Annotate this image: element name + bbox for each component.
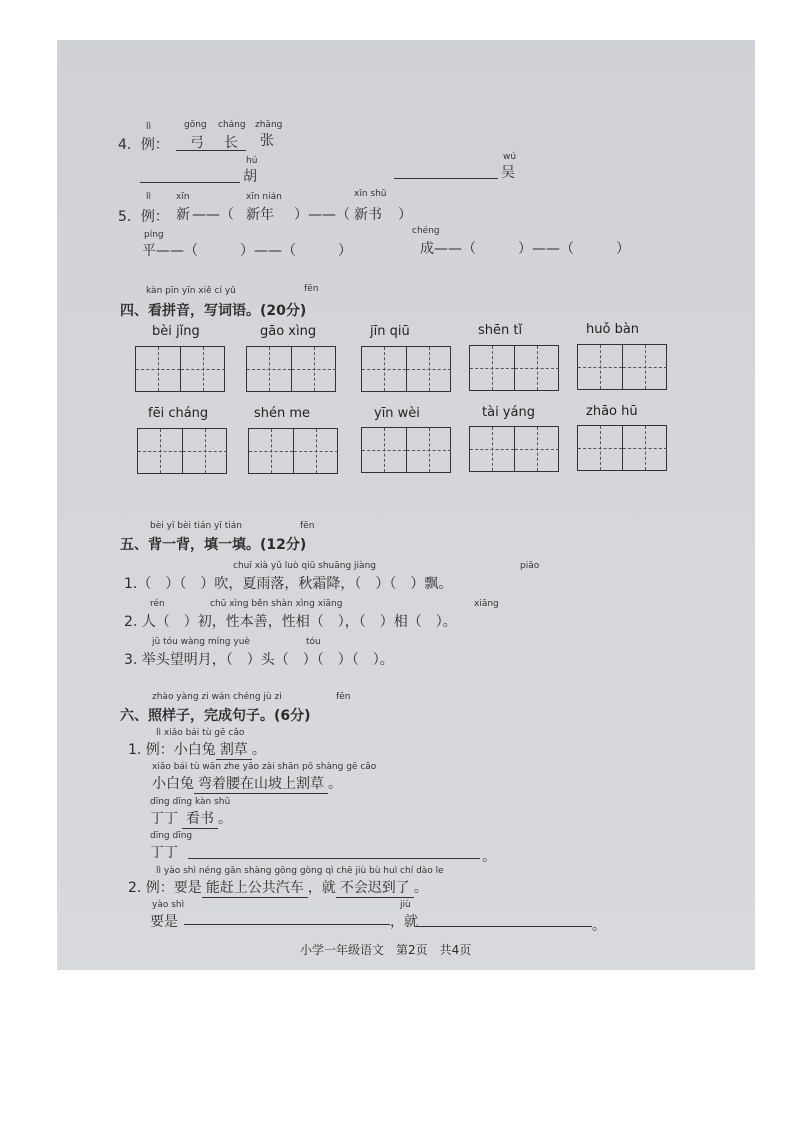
pinyin-word-1: bèi jǐng [152,324,200,339]
q4-blank-hu[interactable] [140,182,240,183]
writing-grid[interactable] [577,344,667,390]
pinyin-wu: wú [503,152,517,162]
sec6-e4-end: 。 [482,849,496,865]
q4-number: 4．例： [118,137,169,153]
q4-hu: 胡 [243,169,257,185]
sec6-e4-pinyin: dīng dīng [150,831,193,841]
sec6-e5-mid: ，就 [307,880,336,896]
writing-grid[interactable] [577,425,667,471]
writing-grid[interactable] [137,428,227,474]
sec5-line3-pinyin: jǔ tóu wàng míng yuè [152,637,250,647]
writing-grid[interactable] [135,346,225,392]
q5-dash2: ）——（ [294,207,350,223]
sec6-e2-fill: 弯着腰在山坡上割草 [194,773,328,794]
sec6-e2-prefix: 小白兔 [152,776,194,792]
page-footer: 小学一年级语文 第2页 共4页 [300,943,472,957]
pinyin-xinshu: xīn shū [354,189,387,199]
sec4-pinyin-fen: fēn [304,284,319,294]
writing-grid[interactable] [248,428,338,474]
sec5-line1-pinyin: chuī xià yǔ luò qiū shuāng jiàng [233,561,376,571]
pinyin-word-3: jīn qiū [370,324,410,339]
pinyin-zhang: zhāng [255,120,283,130]
writing-grid[interactable] [361,427,451,473]
sec6-e3-fill: 看书 [182,808,218,829]
sec6-e6-pinyin-jiu: jiù [400,900,411,910]
sec4-title: 四、看拼音，写词语。(20分) [120,303,307,319]
pinyin-li-5: lì [146,192,152,202]
sec6-e5-pinyin: lì yào shì néng gǎn shàng gōng gòng qì chē jiù bù huì chí dào le [156,866,444,876]
sec5-line2-pinyin-ren: rén [150,599,165,609]
writing-grid[interactable] [469,426,559,472]
q5-xinshu: 新书 [354,207,382,223]
q5-dash1: ——（ [192,207,234,223]
sec6-e6-blank2[interactable] [416,926,592,927]
sec6-pinyin-fen: fēn [336,692,351,702]
writing-grid[interactable] [361,346,451,392]
sec5-pinyin: bèi yī bèi tián yī tián [150,521,242,531]
pinyin-gong: gōng [184,120,207,130]
q5-cheng-row[interactable]: 成——（ ）——（ ） [420,241,630,257]
sec6-e1-pinyin: lì xiǎo bái tù gē cǎo [156,728,245,738]
pinyin-hu: hú [246,156,258,166]
pinyin-chang: cháng [218,120,246,130]
sec5-line2-pinyin: chū xìng běn shàn xìng xiāng [210,599,343,609]
sec5-title: 五、背一背，填一填。(12分) [120,537,307,553]
pinyin-cheng: chéng [412,226,440,236]
pinyin-ping: píng [144,230,164,240]
sec6-e3-pinyin: dīng dīng kàn shū [150,797,231,807]
sec6-e4-prefix: 丁丁 [150,845,178,861]
sec6-e5-fill1: 能赶上公共汽车 [202,877,308,898]
q5-close: ） [398,207,412,223]
sec6-e5 [128,877,428,898]
sec6-e4-blank[interactable] [188,858,480,859]
sec4-pinyin: kàn pīn yīn xiě cí yǔ [146,286,236,296]
sec6-e3-prefix: 丁丁 [150,811,178,827]
sec5-line1[interactable]: 1.（ ）（ ）吹，夏雨落，秋霜降，（ ）（ ）飘。 [124,576,453,592]
q4-example-zhang: 张 [260,133,274,149]
pinyin-li: lì [146,122,152,132]
sec6-e3 [150,808,232,829]
q4-blank-wu[interactable] [394,178,498,179]
writing-grid[interactable] [246,346,336,392]
sec5-line1-pinyin-piao: piāo [520,561,540,571]
sec6-e5-prefix: 2. 例：要是 [128,880,202,896]
sec6-e5-end: 。 [413,880,428,896]
sec5-line2-pinyin-xiang: xiāng [474,599,499,609]
sec5-line2[interactable]: 2. 人（ ）初，性本善，性相（ ），（ ）相（ ）。 [124,614,457,630]
sec5-line3-pinyin-tou: tóu [306,637,321,647]
writing-grid[interactable] [469,345,559,391]
sec6-pinyin: zhào yàng zi wán chéng jù zi [152,692,282,702]
pinyin-xin: xīn [176,192,190,202]
sec6-e6-end: 。 [592,918,606,934]
pinyin-word-9: tài yáng [482,405,535,420]
q4-example-gong: 弓 [190,135,204,151]
pinyin-word-10: zhāo hū [586,404,638,419]
sec6-e1-prefix: 1. 例：小白兔 [128,742,216,758]
sec6-e2-end: 。 [328,776,342,792]
q5-number: 5．例： [118,209,169,225]
sec6-title: 六、照样子，完成句子。(6分) [120,708,311,724]
q4-wu: 吴 [501,165,515,181]
pinyin-word-5: huǒ bàn [586,322,640,337]
pinyin-word-4: shēn tǐ [478,323,523,338]
sec6-e6-mid: ，就 [390,914,418,930]
sec6-e3-end: 。 [218,811,232,827]
sec6-e1-fill: 割草 [216,739,252,760]
sec5-pinyin-fen: fēn [300,521,315,531]
sec6-e6-pinyin: yào shì [152,900,185,910]
sec5-line3[interactable]: 3. 举头望明月，（ ）头（ ）（ ）（ ）。 [124,652,394,668]
sec6-e2 [152,773,342,794]
sec6-e1 [128,739,266,760]
pinyin-word-7: shén me [254,406,311,421]
sec6-e2-pinyin: xiǎo bái tù wān zhe yāo zài shān pō shàng gē cǎo [152,762,377,772]
q5-xinnian: 新年 [246,207,274,223]
pinyin-xinnian: xīn nián [246,192,282,202]
sec6-e5-fill2: 不会迟到了 [336,877,414,898]
sec6-e6-blank1[interactable] [184,924,390,925]
pinyin-word-6: fēi cháng [148,406,209,421]
pinyin-word-2: gāo xìng [260,324,317,339]
q5-ping-row[interactable]: 平——（ ）——（ ） [142,243,352,259]
q4-example-chang: 长 [224,135,238,151]
pinyin-word-8: yīn wèi [374,406,420,421]
q5-xin: 新 [176,207,190,223]
sec6-e1-end: 。 [251,742,266,758]
sec6-e6-prefix: 要是 [150,914,178,930]
